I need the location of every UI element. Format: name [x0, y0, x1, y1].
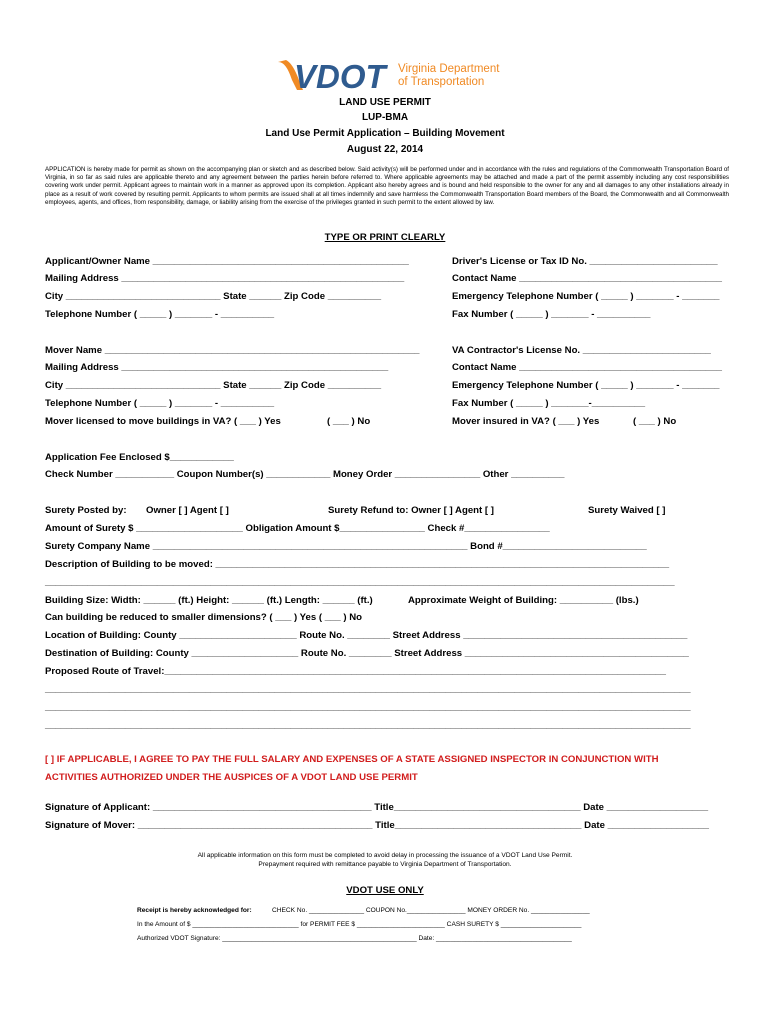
- building-location-field[interactable]: Location of Building: County ______________________ Route No. ________ Street Address __________________________________________: [45, 630, 688, 641]
- mover-licensed-yes[interactable]: Mover licensed to move buildings in VA? ( ___ ) Yes: [45, 416, 281, 427]
- mover-mailing-field[interactable]: Mailing Address __________________________________________________: [45, 362, 389, 373]
- vdot-use-heading: VDOT USE ONLY: [346, 885, 424, 896]
- mover-emergency-field[interactable]: Emergency Telephone Number ( _____ ) _______ - _______: [452, 380, 720, 391]
- inspector-agreement-line1[interactable]: [ ] IF APPLICABLE, I AGREE TO PAY THE FULL SALARY AND EXPENSES OF A STATE ASSIGNED INSPECTOR IN CONJUNCTION WITH: [45, 754, 659, 765]
- applicant-name-field[interactable]: Applicant/Owner Name ________________________________________________: [45, 256, 409, 267]
- logo-line2: of Transportation: [398, 76, 485, 88]
- building-size-fields[interactable]: Building Size: Width: ______ (ft.) Height: ______ (ft.) Length: ______ (ft.): [45, 595, 373, 606]
- surety-refund-checkboxes[interactable]: Surety Refund to: Owner [ ] Agent [ ]: [328, 505, 494, 516]
- receipt-fields[interactable]: CHECK No. _______________ COUPON No.________________ MONEY ORDER No. ________________: [272, 907, 590, 914]
- route-line-1[interactable]: _________________________________________________________________________________________________________________________: [45, 684, 691, 695]
- mover-va-license-field[interactable]: VA Contractor's License No. ________________________: [452, 345, 711, 356]
- surety-amount-field[interactable]: Amount of Surety $ ____________________ Obligation Amount $________________ Check #________________: [45, 523, 550, 534]
- surety-waived-checkbox[interactable]: Surety Waived [ ]: [588, 505, 666, 516]
- mover-contact-field[interactable]: Contact Name ______________________________________: [452, 362, 722, 373]
- applicant-license-field[interactable]: Driver's License or Tax ID No. ________________________: [452, 256, 718, 267]
- application-fee-field[interactable]: Application Fee Enclosed $____________: [45, 452, 234, 463]
- mover-licensed-no[interactable]: ( ___ ) No: [327, 416, 371, 427]
- building-reduce-field[interactable]: Can building be reduced to smaller dimensions? ( ___ ) Yes ( ___ ) No: [45, 612, 363, 623]
- mover-name-field[interactable]: Mover Name ___________________________________________________________: [45, 345, 420, 356]
- receipt-label: Receipt is hereby acknowledged for:: [137, 907, 252, 914]
- form-code: LUP-BMA: [361, 112, 409, 123]
- applicant-signature-line[interactable]: Signature of Applicant: _________________________________________ Title___________________________________ Date ___________________: [45, 802, 709, 813]
- applicant-emergency-field[interactable]: Emergency Telephone Number ( _____ ) _______ - _______: [452, 291, 720, 302]
- building-destination-field[interactable]: Destination of Building: County ____________________ Route No. ________ Street Address __________________________________________: [45, 648, 689, 659]
- mover-signature-line[interactable]: Signature of Mover: ____________________________________________ Title___________________________________ Date ___________________: [45, 820, 709, 831]
- mover-insured-no[interactable]: ( ___ ) No: [633, 416, 677, 427]
- applicant-contact-field[interactable]: Contact Name ______________________________________: [452, 273, 722, 284]
- inspector-agreement-line2: ACTIVITIES AUTHORIZED UNDER THE AUSPICES OF A VDOT LAND USE PERMIT: [45, 772, 418, 783]
- mover-phone-field[interactable]: Telephone Number ( _____ ) _______ - __________: [45, 398, 275, 409]
- building-description-line[interactable]: ______________________________________________________________________________________________________________________: [45, 577, 675, 588]
- applicant-mailing-field[interactable]: Mailing Address _____________________________________________________: [45, 273, 405, 284]
- logo-line1: Virginia Department: [398, 63, 500, 75]
- form-subtitle: Land Use Permit Application – Building Movement: [265, 128, 505, 139]
- applicant-phone-field[interactable]: Telephone Number ( _____ ) _______ - __________: [45, 309, 275, 320]
- building-description-field[interactable]: Description of Building to be moved: _____________________________________________________________________________________: [45, 559, 670, 570]
- mover-insured-yes[interactable]: Mover insured in VA? ( ___ ) Yes: [452, 416, 600, 427]
- mover-fax-field[interactable]: Fax Number ( _____ ) _______-__________: [452, 398, 646, 409]
- logo-wordmark: VDOT: [294, 58, 386, 92]
- form-title: LAND USE PERMIT: [339, 97, 431, 108]
- building-weight-field[interactable]: Approximate Weight of Building: __________ (lbs.): [408, 595, 639, 606]
- type-print-heading: TYPE OR PRINT CLEARLY: [324, 232, 446, 243]
- applicant-city-field[interactable]: City _____________________________ State ______ Zip Code __________: [45, 291, 382, 302]
- intro-paragraph: APPLICATION is hereby made for permit as shown on the accompanying plan or sketch and as described below. Said activity(s) will be performed under and in accordance with the rules and regulations of the Commonwealth Transportation Board of Virginia, in so far as said rules are applicable thereto and any agreement between the parties herein before referred to. Where applicable agreements may be attached and made a part of the permit assembly including any cost responsibilities covering work under permit. Applicant agrees to maintain work in a manner as approved upon its completion. Applicant also hereby agrees and is bound and held responsible to the owner for any and all damages to any other installations already in place as a result of work covered by resulting permit. Applicants to whom permits are issued shall at all times indemnify and save harmless the Commonwealth Transportation Board members of the Board, the Commonwealth and all Commonwealth employees, agents, and offices, from responsibility, damage, or liability arising from the exercise of the privileges granted in such permit to the extent allowed by law.: [45, 166, 729, 206]
- surety-posted-checkboxes[interactable]: Owner [ ] Agent [ ]: [146, 505, 229, 516]
- note-line2: Prepayment required with remittance payable to Virginia Department of Transportation.: [258, 861, 512, 868]
- surety-company-field[interactable]: Surety Company Name ___________________________________________________________ Bond #___________________________: [45, 541, 647, 552]
- mover-city-field[interactable]: City _____________________________ State ______ Zip Code __________: [45, 380, 382, 391]
- vdot-logo: [276, 58, 506, 92]
- note-line1: All applicable information on this form must be completed to avoid delay in processing the issuance of a VDOT Land Use Permit.: [197, 852, 573, 859]
- route-line-2[interactable]: _________________________________________________________________________________________________________________________: [45, 702, 691, 713]
- form-date: August 22, 2014: [346, 144, 424, 155]
- payment-method-fields[interactable]: Check Number ___________ Coupon Number(s) ____________ Money Order ________________ Other __________: [45, 469, 565, 480]
- amount-fields[interactable]: In the Amount of $ _____________________________ for PERMIT FEE $ ________________________ CASH SURETY $ ______________________: [137, 921, 582, 928]
- surety-posted-label: Surety Posted by:: [45, 505, 127, 516]
- route-line-3[interactable]: _________________________________________________________________________________________________________________________: [45, 720, 691, 731]
- route-of-travel-field[interactable]: Proposed Route of Travel:______________________________________________________________________________________________: [45, 666, 666, 677]
- applicant-fax-field[interactable]: Fax Number ( _____ ) _______ - __________: [452, 309, 651, 320]
- authorized-signature-field[interactable]: Authorized VDOT Signature: _____________________________________________________ Date: _____________________________________: [137, 935, 572, 942]
